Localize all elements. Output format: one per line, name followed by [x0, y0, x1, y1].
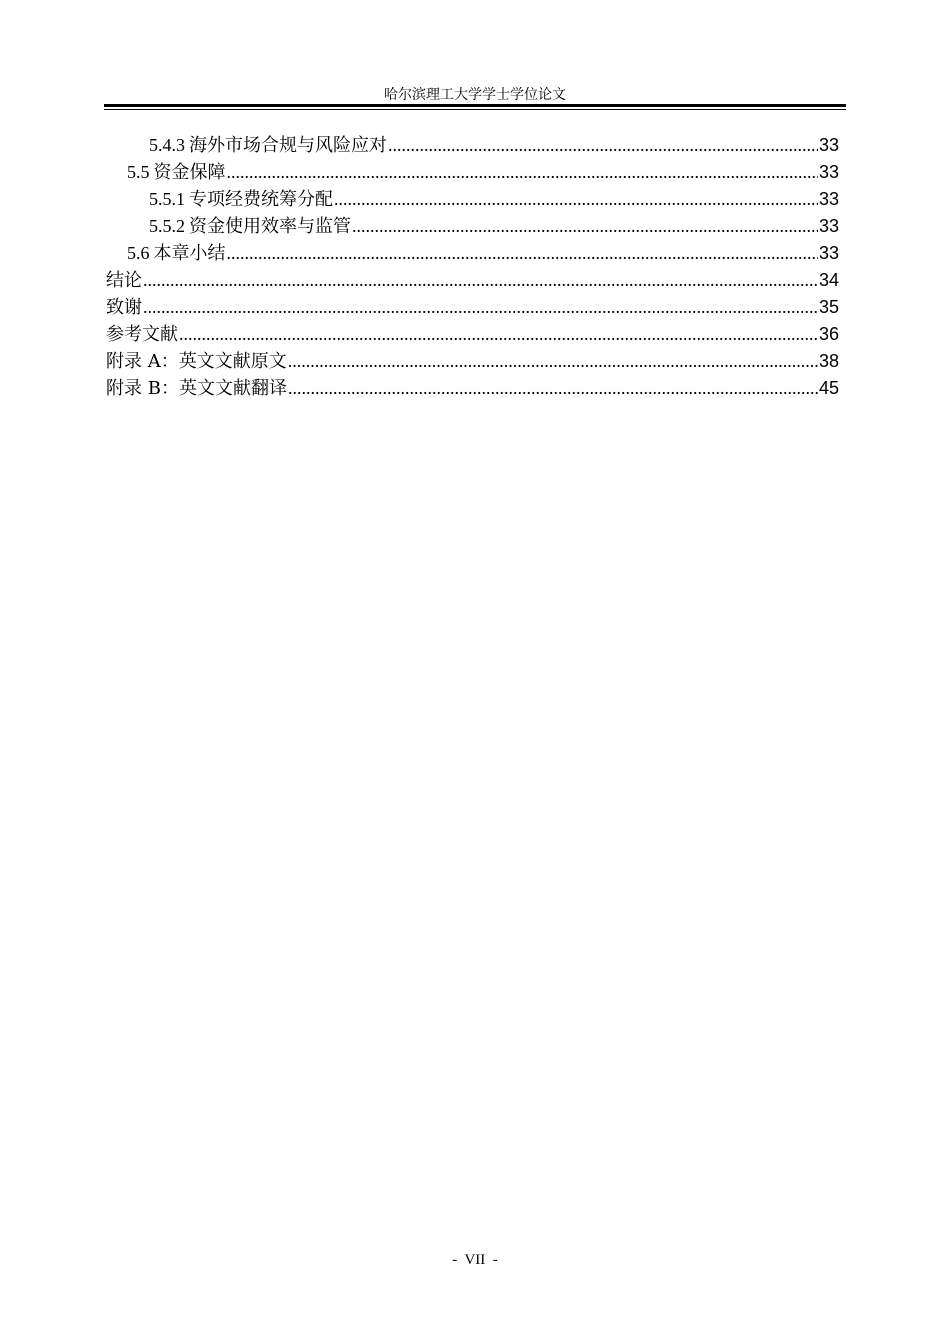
- toc-entry-page: 36: [818, 324, 839, 344]
- page-header-title: 哈尔滨理工大学学士学位论文: [384, 87, 566, 103]
- toc-dot-leader: [288, 375, 818, 402]
- toc-entry-number: 5.5.1: [149, 189, 185, 209]
- toc-entry[interactable]: [106, 375, 839, 402]
- table-of-contents: [106, 132, 839, 402]
- toc-entry-page: 38: [818, 351, 839, 371]
- toc-entry[interactable]: [106, 186, 839, 213]
- toc-entry[interactable]: [106, 294, 839, 321]
- toc-entry-page: 45: [818, 378, 839, 398]
- toc-dot-leader: [227, 240, 818, 267]
- toc-entry-page: 33: [818, 189, 839, 209]
- toc-entry-number: 5.5.2: [149, 216, 185, 236]
- toc-dot-leader: [179, 321, 818, 348]
- toc-entry-title: 资金使用效率与监管: [189, 216, 351, 237]
- toc-entry-title: 本章小结: [153, 243, 226, 264]
- toc-entry-title: 附录 A：英文文献原文: [106, 351, 287, 372]
- toc-entry-number: 5.4.3: [149, 135, 185, 155]
- toc-entry[interactable]: [106, 348, 839, 375]
- toc-entry-title: 资金保障: [153, 162, 226, 183]
- toc-dot-leader: [143, 294, 818, 321]
- toc-entry[interactable]: [106, 132, 839, 159]
- toc-dot-leader: [334, 186, 818, 213]
- toc-entry-page: 35: [818, 297, 839, 317]
- toc-entry-page: 33: [818, 243, 839, 263]
- toc-entry-page: 34: [818, 270, 839, 290]
- toc-entry-number: 5.5: [127, 162, 150, 182]
- page-number: - VII -: [452, 1252, 498, 1268]
- toc-dot-leader: [352, 213, 818, 240]
- toc-dot-leader: [143, 267, 818, 294]
- toc-entry-title: 海外市场合规与风险应对: [189, 135, 387, 156]
- toc-entry-page: 33: [818, 162, 839, 182]
- toc-entry[interactable]: [106, 321, 839, 348]
- toc-entry[interactable]: [106, 240, 839, 267]
- toc-entry[interactable]: [106, 213, 839, 240]
- toc-entry-title: 致谢: [106, 297, 142, 318]
- toc-entry-page: 33: [818, 216, 839, 236]
- toc-dot-leader: [288, 348, 818, 375]
- toc-entry-title: 结论: [106, 270, 142, 291]
- toc-entry-title: 参考文献: [106, 324, 178, 345]
- toc-entry-page: 33: [818, 135, 839, 155]
- toc-dot-leader: [227, 159, 818, 186]
- toc-entry-title: 附录 B：英文文献翻译: [106, 378, 287, 399]
- header-double-rule: [104, 104, 846, 110]
- toc-entry[interactable]: [106, 267, 839, 294]
- toc-entry-number: 5.6: [127, 243, 150, 263]
- toc-entry[interactable]: [106, 159, 839, 186]
- toc-entry-title: 专项经费统筹分配: [189, 189, 333, 210]
- toc-dot-leader: [388, 132, 818, 159]
